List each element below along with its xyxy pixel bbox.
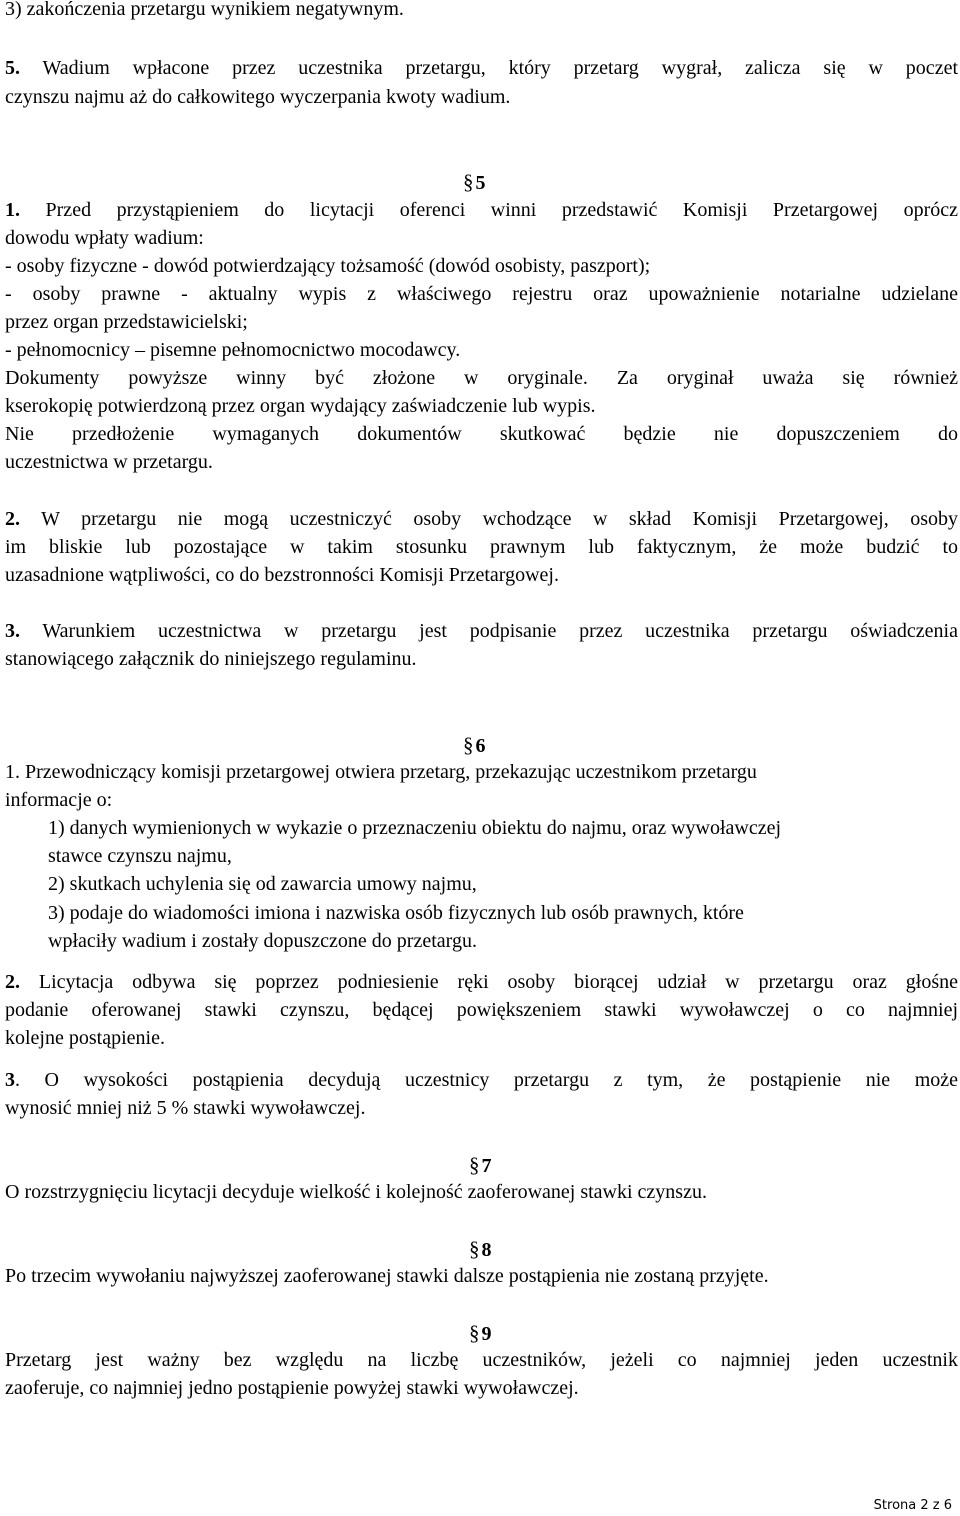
- paragraph-line: uczestnictwa w przetargu.: [5, 451, 213, 473]
- paragraph-line: Po trzecim wywołaniu najwyższej zaoferowanej stawki dalsze postąpienia nie zostaną przyjęte.: [5, 1265, 769, 1287]
- paragraph-line: 1. Przewodniczący komisji przetargowej otwiera przetarg, przekazując uczestnikom przetargu: [5, 761, 757, 783]
- paragraph-line: podanie oferowanej stawki czynszu, będącej powiększeniem stawki wywoławczej o co najmniej: [5, 999, 958, 1021]
- paragraph-number: 5.: [5, 57, 20, 79]
- paragraph-line: 3. Warunkiem uczestnictwa w przetargu jest podpisanie przez uczestnika przetargu oświadczenia: [5, 620, 958, 642]
- paragraph-line: dowodu wpłaty wadium:: [5, 227, 204, 249]
- list-item: wpłaciły wadium i zostały dopuszczone do przetargu.: [48, 930, 477, 952]
- list-item: 3) podaje do wiadomości imiona i nazwiska osób fizycznych lub osób prawnych, które: [48, 902, 744, 924]
- paragraph-line: 3. O wysokości postąpienia decydują uczestnicy przetargu z tym, że postąpienie nie może: [5, 1069, 958, 1091]
- section-sign-icon: §: [469, 1321, 480, 1345]
- paragraph-line: uzasadnione wątpliwości, co do bezstronności Komisji Przetargowej.: [5, 564, 559, 586]
- section-sign-icon: §: [469, 1153, 480, 1177]
- paragraph-line: 1. Przed przystąpieniem do licytacji oferenci winni przedstawić Komisji Przetargowej oprócz: [5, 199, 958, 221]
- paragraph-line: czynszu najmu aż do całkowitego wyczerpania kwoty wadium.: [5, 86, 511, 108]
- list-item: 2) skutkach uchylenia się od zawarcia umowy najmu,: [48, 873, 477, 895]
- section-heading-9: § 9: [469, 1321, 492, 1345]
- section-sign-icon: §: [469, 1237, 480, 1261]
- section-sign-icon: §: [463, 733, 474, 757]
- paragraph-line: - pełnomocnicy – pisemne pełnomocnictwo mocodawcy.: [5, 339, 461, 361]
- page-number: Strona 2 z 6: [873, 1498, 952, 1513]
- paragraph-line: - osoby fizyczne - dowód potwierdzający tożsamość (dowód osobisty, paszport);: [5, 255, 651, 277]
- paragraph-line: 2. W przetargu nie mogą uczestniczyć osoby wchodzące w skład Komisji Przetargowej, osoby: [5, 508, 958, 530]
- paragraph-line: Nie przedłożenie wymaganych dokumentów skutkować będzie nie dopuszczeniem do: [5, 423, 958, 445]
- paragraph-line: przez organ przedstawicielski;: [5, 311, 248, 333]
- paragraph-line: Dokumenty powyższe winny być złożone w oryginale. Za oryginał uważa się również: [5, 367, 958, 389]
- paragraph-line: 5. Wadium wpłacone przez uczestnika przetargu, który przetarg wygrał, zalicza się w poczet: [5, 57, 958, 79]
- paragraph-line: kserokopię potwierdzoną przez organ wydający zaświadczenie lub wypis.: [5, 395, 596, 417]
- section-heading-8: § 8: [469, 1237, 492, 1261]
- paragraph-line: zaoferuje, co najmniej jedno postąpienie powyżej stawki wywoławczej.: [5, 1377, 579, 1399]
- paragraph-line: kolejne postąpienie.: [5, 1027, 165, 1049]
- paragraph-number: 2.: [5, 971, 20, 993]
- paragraph-line: - osoby prawne - aktualny wypis z właściwego rejestru oraz upoważnienie notarialne udzielane: [5, 283, 958, 305]
- paragraph-line: wynosić mniej niż 5 % stawki wywoławczej.: [5, 1097, 366, 1119]
- paragraph-number: 3: [5, 1069, 15, 1091]
- list-item: 1) danych wymienionych w wykazie o przeznaczeniu obiektu do najmu, oraz wywoławczej: [48, 817, 782, 839]
- paragraph-number: 1.: [5, 199, 20, 221]
- section-heading-5: § 5: [463, 170, 486, 194]
- section-heading-7: § 7: [469, 1153, 492, 1177]
- paragraph-line: informacje o:: [5, 789, 113, 811]
- section-heading-6: § 6: [463, 733, 486, 757]
- paragraph-line: O rozstrzygnięciu licytacji decyduje wielkość i kolejność zaoferowanej stawki czynszu.: [5, 1181, 707, 1203]
- paragraph-number: 3.: [5, 620, 20, 642]
- section-sign-icon: §: [463, 170, 474, 194]
- list-item: stawce czynszu najmu,: [48, 845, 232, 867]
- list-item: 3) zakończenia przetargu wynikiem negatywnym.: [5, 0, 404, 20]
- paragraph-line: stanowiącego załącznik do niniejszego regulaminu.: [5, 648, 417, 670]
- paragraph-line: 2. Licytacja odbywa się poprzez podniesienie ręki osoby biorącej udział w przetargu oraz głośne: [5, 971, 958, 993]
- paragraph-number: 2.: [5, 508, 20, 530]
- paragraph-line: im bliskie lub pozostające w takim stosunku prawnym lub faktycznym, że może budzić to: [5, 536, 958, 558]
- paragraph-line: Przetarg jest ważny bez względu na liczbę uczestników, jeżeli co najmniej jeden uczestnik: [5, 1349, 958, 1371]
